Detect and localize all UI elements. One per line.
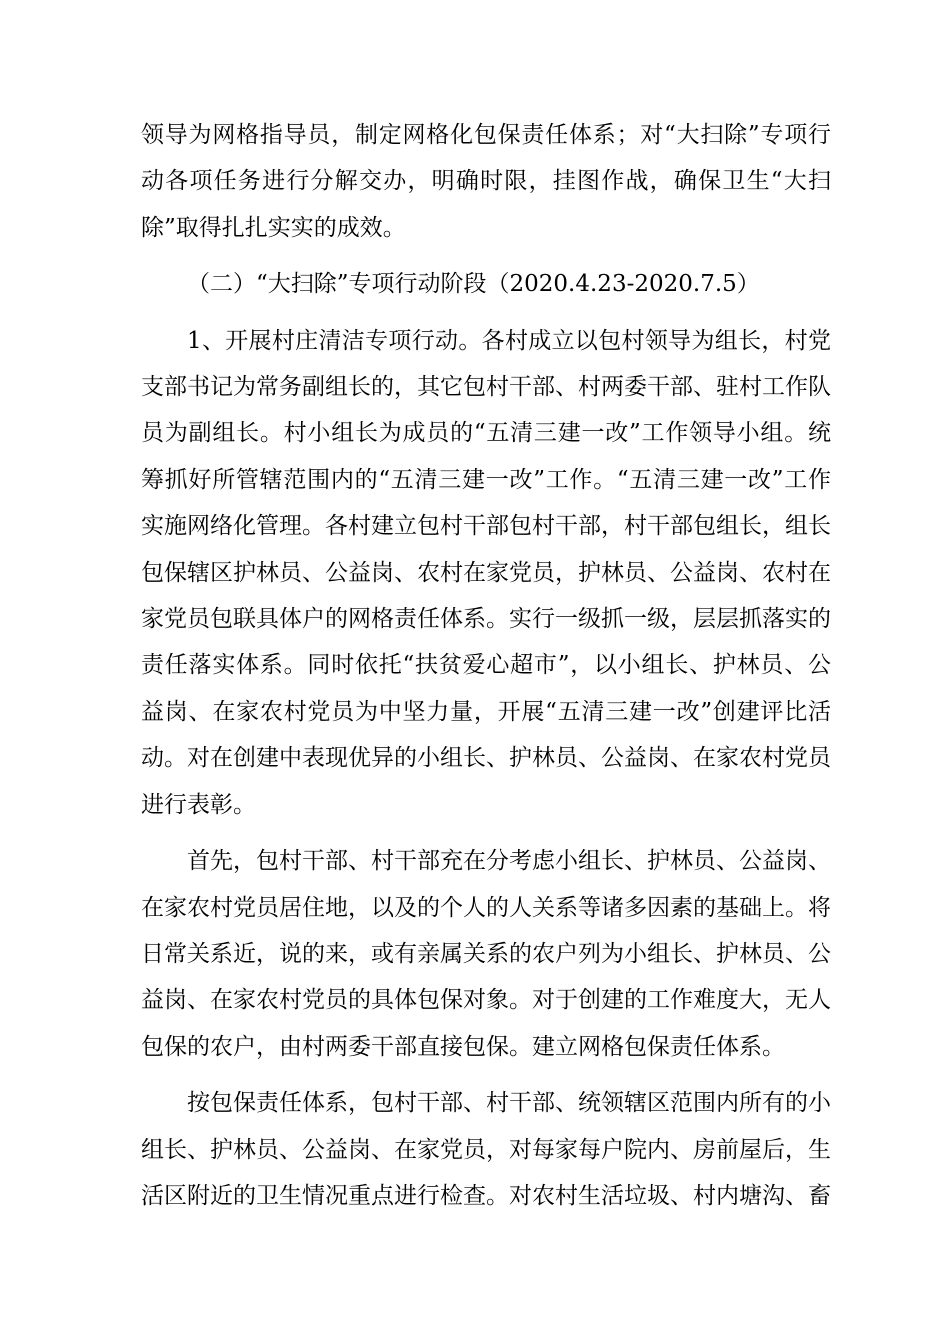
document-body xyxy=(141,112,831,1219)
paragraph-4: 按包保责任体系，包村干部、村干部、统领辖区范围内所有的小组长、护林员、公益岗、在家党员，对每家每户院内、房前屋后，生活区附近的卫生情况重点进行检查。对农村生活垃圾、村内塘沟、畜 xyxy=(141,1090,831,1209)
paragraph-1: 领导为网格指导员，制定网格化包保责任体系；对“大扫除”专项行动各项任务进行分解交办，明确时限，挂图作战，确保卫生“大扫除”取得扎扎实实的成效。 xyxy=(141,122,831,241)
paragraph-gap xyxy=(141,308,831,318)
section-heading: （二）“大扫除”专项行动阶段（2020.4.23-2020.7.5） xyxy=(187,271,760,298)
paragraph-gap xyxy=(141,828,831,838)
paragraph-2: 1、开展村庄清洁专项行动。各村成立以包村领导为组长，村党支部书记为常务副组长的，其它包村干部、村两委干部、驻村工作队员为副组长。村小组长为成员的“五清三建一改”工作领导小组。统筹抓好所管辖范围内的“五清三建一改”工作。“五清三建一改”工作实施网络化管理。各村建立包村干部包村干部，村干部包组长，组长包保辖区护林员、公益岗、农村在家党员，护林员、公益岗、农村在家党员包联具体户的网格责任体系。实行一级抓一级，层层抓落实的责任落实体系。同时依托“扶贫爱心超市”，以小组长、护林员、公益岗、在家农村党员为中坚力量，开展“五清三建一改”创建评比活动。对在创建中表现优异的小组长、护林员、公益岗、在家农村党员进行表彰。 xyxy=(141,327,831,818)
paragraph-3: 首先，包村干部、村干部充在分考虑小组长、护林员、公益岗、在家农村党员居住地，以及的个人的人关系等诸多因素的基础上。将日常关系近，说的来，或有亲属关系的农户列为小组长、护林员、公益岗、在家农村党员的具体包保对象。对于创建的工作难度大，无人包保的农户，由村两委干部直接包保。建立网格包保责任体系。 xyxy=(141,848,831,1060)
paragraph-gap xyxy=(141,1070,831,1080)
paragraph-gap xyxy=(141,251,831,261)
